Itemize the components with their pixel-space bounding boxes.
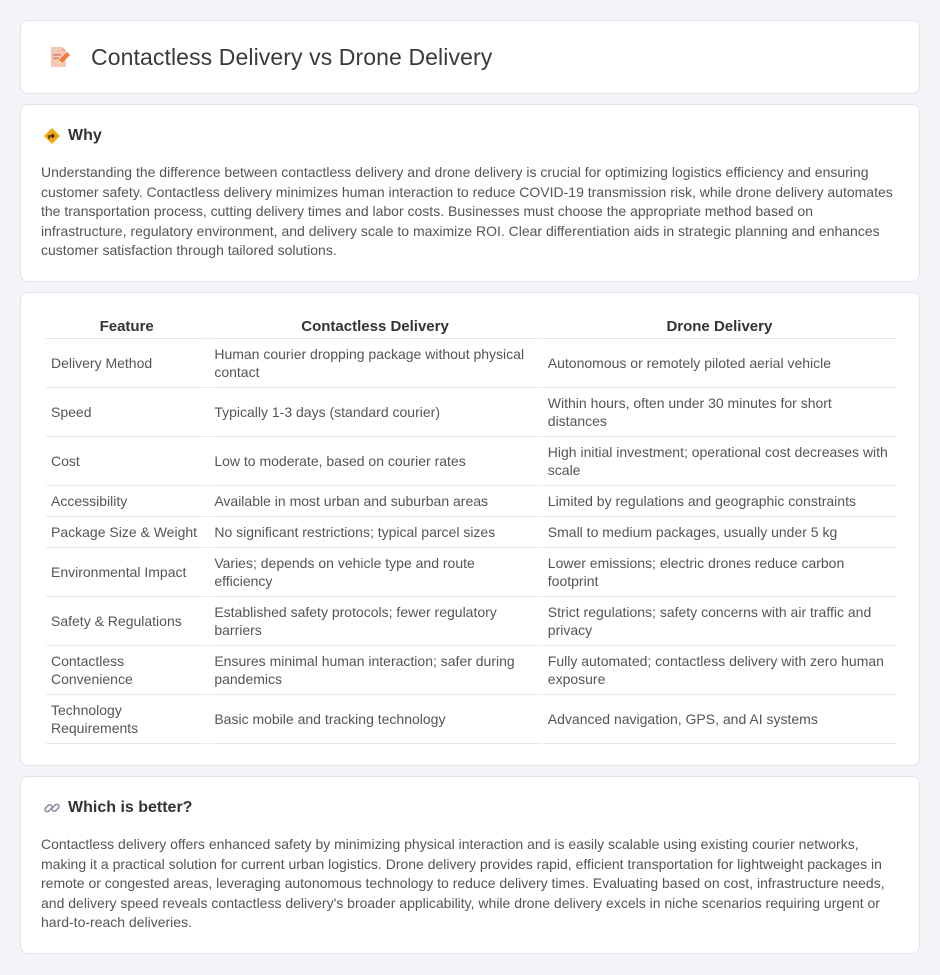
table-row	[46, 339, 896, 388]
contactless-cell: Basic mobile and tracking technology	[209, 695, 540, 744]
drone-cell: Advanced navigation, GPS, and AI systems	[543, 695, 896, 744]
road-sign-icon	[43, 127, 61, 145]
drone-cell: Limited by regulations and geographic constraints	[543, 486, 896, 517]
why-section	[20, 104, 920, 282]
table-row	[46, 486, 896, 517]
comparison-table	[44, 315, 898, 744]
table-row	[46, 695, 896, 744]
column-header-contactless: Contactless Delivery	[209, 315, 540, 339]
table-row	[46, 388, 896, 437]
table-row	[46, 597, 896, 646]
drone-cell: High initial investment; operational cost decreases with scale	[543, 437, 896, 486]
drone-cell: Small to medium packages, usually under 5 kg	[543, 517, 896, 548]
which-is-better-section	[20, 776, 920, 954]
why-body: Understanding the difference between contactless delivery and drone delivery is crucial for optimizing logistics efficiency and ensuring customer safety. Contactless delivery minimizes human interaction to reduce COVID-19 transmission risk, while drone delivery automates the transportation process, cutting delivery times and labor costs. Businesses must choose the appropriate method based on infrastructure, regulatory environment, and delivery scale to maximize ROI. Clear differentiation aids in strategic planning and enhances customer satisfaction through tailored solutions.	[41, 164, 893, 259]
feature-cell: Contactless Convenience	[46, 646, 207, 695]
feature-cell: Delivery Method	[46, 339, 207, 388]
table-header-row	[46, 315, 896, 339]
contactless-cell: Human courier dropping package without physical contact	[209, 339, 540, 388]
table-row	[46, 548, 896, 597]
table-row	[46, 437, 896, 486]
page-title: Contactless Delivery vs Drone Delivery	[91, 43, 493, 70]
which-is-better-body: Contactless delivery offers enhanced safety by minimizing physical interaction and is easily scalable using existing courier networks, making it a practical solution for current urban logistics. Drone delivery provides rapid, efficient transportation for lightweight packages in remote or congested areas, leveraging autonomous technology to reduce delivery times. Evaluating based on cost, infrastructure needs, and delivery speed reveals contactless delivery's broader applicability, while drone delivery excels in niche scenarios requiring urgent or hard-to-reach deliveries.	[41, 836, 885, 931]
table-row	[46, 517, 896, 548]
contactless-cell: Varies; depends on vehicle type and route efficiency	[209, 548, 540, 597]
feature-cell: Accessibility	[46, 486, 207, 517]
feature-cell: Safety & Regulations	[46, 597, 207, 646]
contactless-cell: Low to moderate, based on courier rates	[209, 437, 540, 486]
contactless-cell: Ensures minimal human interaction; safer during pandemics	[209, 646, 540, 695]
drone-cell: Fully automated; contactless delivery with zero human exposure	[543, 646, 896, 695]
which-is-better-title: Which is better?	[68, 799, 193, 816]
feature-cell: Environmental Impact	[46, 548, 207, 597]
column-header-feature: Feature	[46, 315, 207, 339]
drone-cell: Lower emissions; electric drones reduce carbon footprint	[543, 548, 896, 597]
column-header-drone: Drone Delivery	[543, 315, 896, 339]
contactless-cell: Available in most urban and suburban areas	[209, 486, 540, 517]
feature-cell: Technology Requirements	[46, 695, 207, 744]
feature-cell: Speed	[46, 388, 207, 437]
link-icon	[43, 799, 61, 817]
header-card	[20, 20, 920, 94]
drone-cell: Autonomous or remotely piloted aerial vehicle	[543, 339, 896, 388]
feature-cell: Package Size & Weight	[46, 517, 207, 548]
comparison-section	[20, 292, 920, 766]
why-title: Why	[68, 127, 102, 144]
contactless-cell: Established safety protocols; fewer regulatory barriers	[209, 597, 540, 646]
contactless-cell: No significant restrictions; typical parcel sizes	[209, 517, 540, 548]
drone-cell: Within hours, often under 30 minutes for short distances	[543, 388, 896, 437]
document-pencil-icon	[47, 45, 71, 69]
contactless-cell: Typically 1-3 days (standard courier)	[209, 388, 540, 437]
feature-cell: Cost	[46, 437, 207, 486]
table-row	[46, 646, 896, 695]
drone-cell: Strict regulations; safety concerns with air traffic and privacy	[543, 597, 896, 646]
